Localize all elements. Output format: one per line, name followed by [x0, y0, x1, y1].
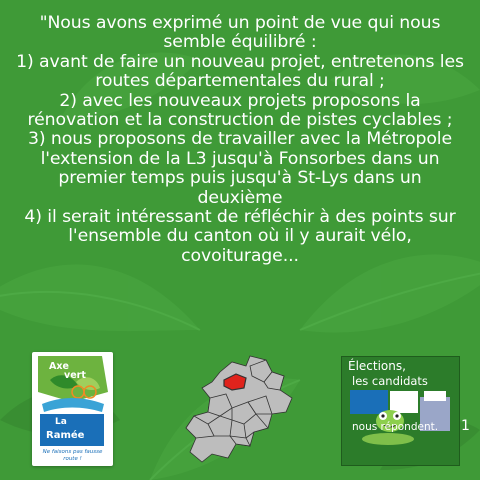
elections-subtitle: les candidats — [352, 374, 428, 388]
vert-label: vert — [64, 370, 86, 381]
canton-map — [180, 352, 300, 464]
quote-text: "Nous avons exprimé un point de vue qui nous semble équilibré : 1) avant de faire un nouveau projet, entretenons les routes départementales du rural ; 2) avec les nouveaux projets proposons la rénovation et la construction de pistes cyclables ; 3) nous proposons de travailler avec la Métropole l'extension de la L3 jusqu'à Fonsorbes dans un premier temps puis jusqu'à St-Lys dans un deuxième 4) il serait intéressant de réfléchir à des points sur l'ensemble du canton où il y aurait vélo, covoiturage... — [16, 13, 464, 266]
axe-label: Axe — [49, 361, 69, 372]
axe-vert-tagline: Ne faisons pas fausse route ! — [42, 449, 103, 462]
elections-footer: nous répondent. — [352, 421, 439, 433]
ramee-label: Ramée — [46, 430, 85, 441]
axe-vert-logo — [32, 352, 113, 466]
page-number: 1 — [461, 418, 470, 434]
la-label: La — [55, 417, 67, 427]
elections-title: Élections, — [348, 359, 406, 373]
elections-logo — [341, 356, 460, 466]
